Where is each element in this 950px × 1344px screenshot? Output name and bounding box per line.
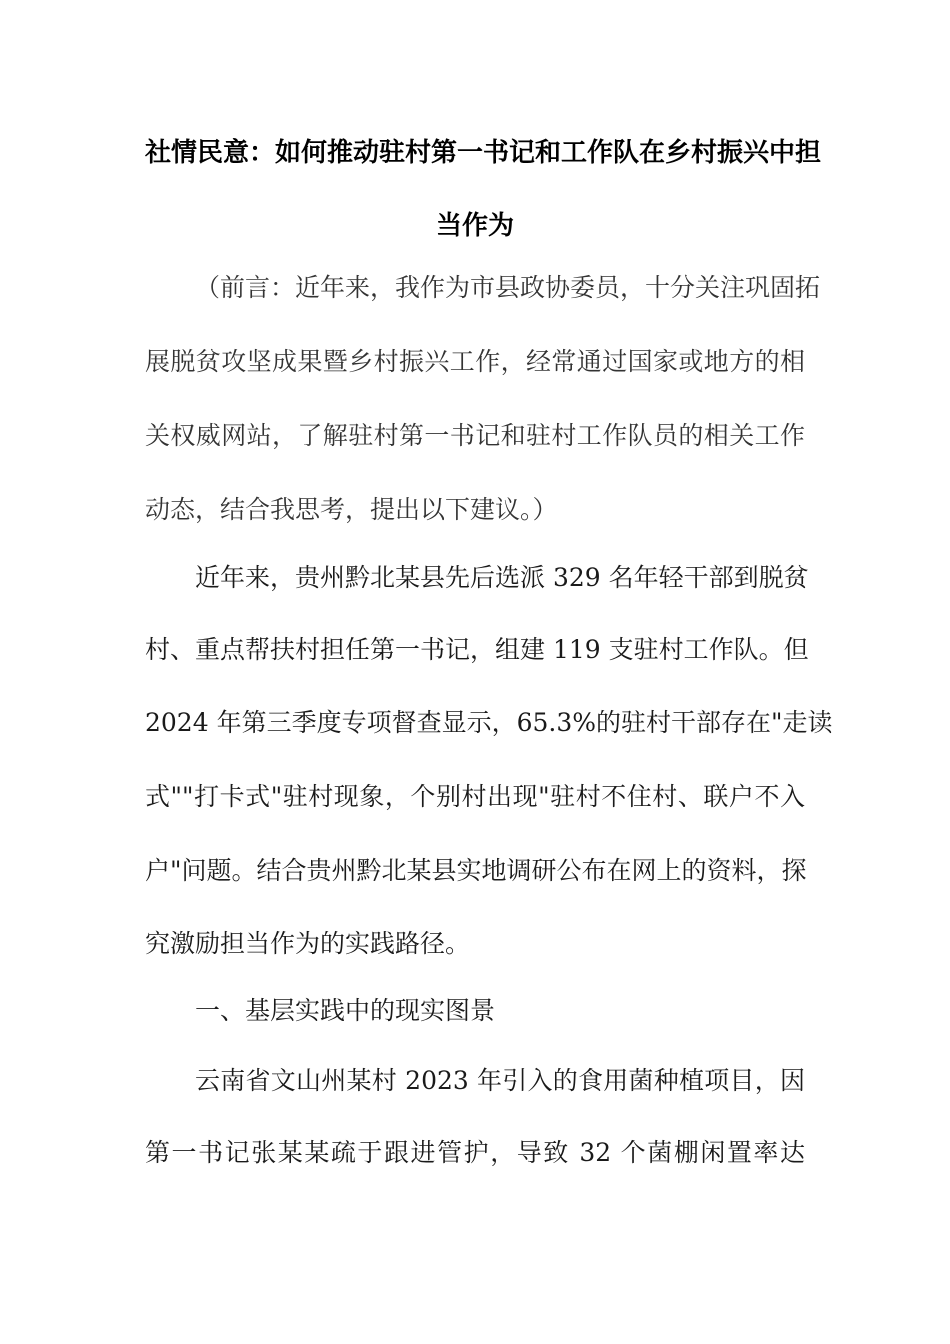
paragraph-2-line-1: 云南省文山州某村 2023 年引入的食用菌种植项目，因 [195,1066,805,1095]
paragraph-2-line-2: 第一书记张某某疏于跟进管护，导致 32 个菌棚闲置率达 [145,1138,805,1167]
preface-line-1: （前言：近年来，我作为市县政协委员，十分关注巩固拓 [195,273,821,302]
section-heading-1: 一、基层实践中的现实图景 [195,996,496,1025]
paragraph-1-line-6: 究激励担当作为的实践路径。 [145,929,471,958]
paragraph-1-line-3: 2024 年第三季度专项督查显示，65.3%的驻村干部存在"走读 [145,708,833,737]
preface-line-2: 展脱贫攻坚成果暨乡村振兴工作，经常通过国家或地方的相 [145,347,805,376]
preface-line-4: 动态，结合我思考，提出以下建议。） [145,495,558,524]
preface-line-3: 关权威网站，了解驻村第一书记和驻村工作队员的相关工作 [145,421,805,450]
document-title-line-2: 当作为 [435,211,514,241]
paragraph-1-line-5: 户"问题。结合贵州黔北某县实地调研公布在网上的资料，探 [145,856,807,885]
paragraph-1-line-2: 村、重点帮扶村担任第一书记，组建 119 支驻村工作队。但 [145,635,809,664]
paragraph-1-line-4: 式""打卡式"驻村现象，个别村出现"驻村不住村、联户不入 [145,782,805,811]
document-title-line-1: 社情民意：如何推动驻村第一书记和工作队在乡村振兴中担 [145,138,822,168]
paragraph-1-line-1: 近年来，贵州黔北某县先后选派 329 名年轻干部到脱贫 [195,563,809,592]
